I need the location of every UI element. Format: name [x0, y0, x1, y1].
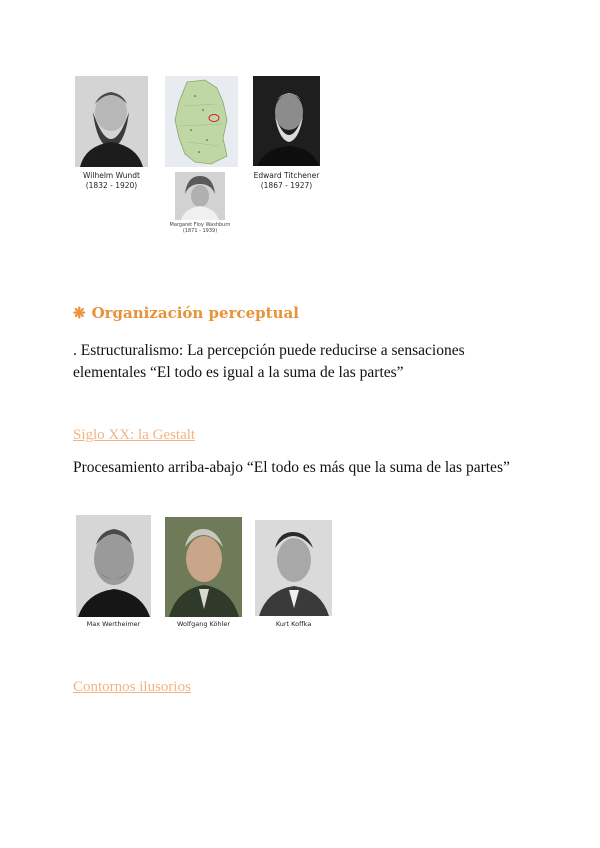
structuralism-paragraph: . Estructuralismo: La percepción puede reducirse a sensaciones elementales “El todo es igual a la suma de las partes”	[73, 342, 465, 381]
asterisk-icon: ❋	[73, 304, 86, 322]
wundt-portrait-image	[75, 76, 148, 167]
wundt-portrait	[75, 76, 148, 167]
gestalt-link[interactable]: Siglo XX: la Gestalt	[73, 427, 196, 443]
wertheimer-portrait	[76, 515, 151, 617]
titchener-portrait	[253, 76, 320, 166]
wundt-caption-name: Wilhelm Wundt	[83, 171, 140, 180]
kohler-portrait	[165, 517, 242, 617]
illusory-contours-link[interactable]: Contornos ilusorios	[73, 679, 191, 695]
kohler-caption: Wolfgang Köhler	[176, 620, 231, 628]
wundt-caption-years: (1832 - 1920)	[85, 181, 138, 190]
titchener-caption-years: (1867 - 1927)	[260, 181, 313, 190]
washburn-caption-name: Margaret Floy Washburn	[169, 222, 231, 228]
wertheimer-portrait-image	[76, 515, 151, 617]
washburn-portrait-image	[175, 172, 225, 220]
koffka-portrait-image	[255, 520, 332, 616]
section-heading	[73, 304, 299, 322]
germany-map	[165, 76, 238, 167]
section-title: Organización perceptual	[91, 304, 299, 322]
wertheimer-caption: Max Wertheimer	[86, 620, 141, 628]
titchener-caption-name: Edward Titchener	[253, 171, 320, 180]
koffka-portrait	[255, 520, 332, 616]
germany-map-image	[165, 76, 238, 167]
kohler-portrait-image	[165, 517, 242, 617]
titchener-portrait-image	[253, 76, 320, 166]
top-down-paragraph: Procesamiento arriba-abajo “El todo es más que la suma de las partes”	[73, 459, 510, 476]
washburn-caption-years: (1871 - 1939)	[182, 228, 218, 234]
washburn-portrait	[175, 172, 225, 220]
koffka-caption: Kurt Koffka	[275, 620, 312, 628]
